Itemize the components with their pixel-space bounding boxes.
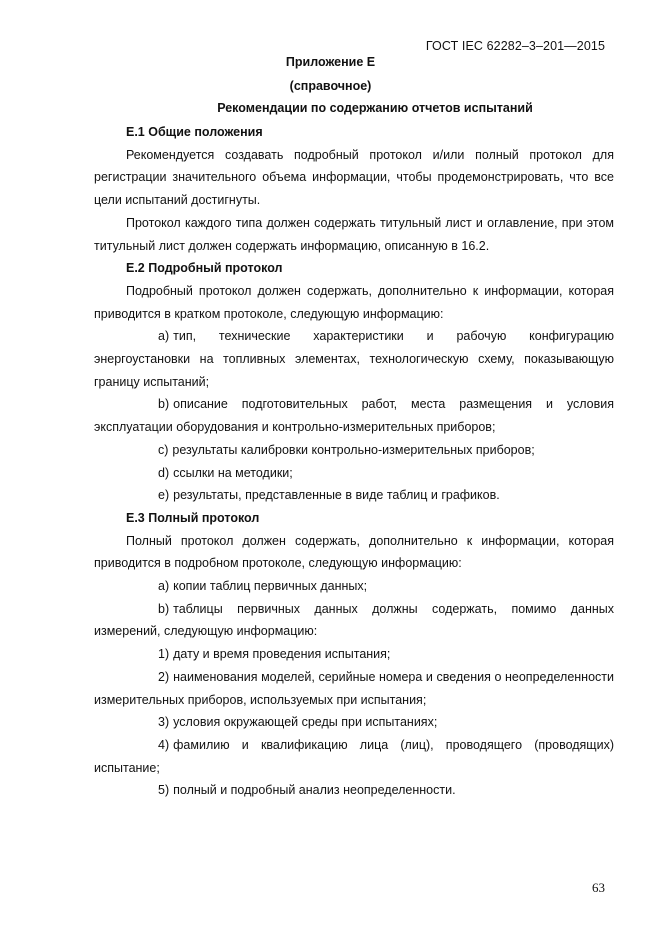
list-marker: 3) (158, 715, 170, 730)
section-e1-title: Е.1 Общие положения (126, 125, 263, 139)
numbered-item (94, 734, 614, 779)
list-marker: 4) (158, 737, 170, 752)
list-item-text: результаты калибровки контрольно-измерительных приборов; (172, 442, 535, 457)
list-item (94, 393, 614, 438)
list-marker: 1) (158, 647, 170, 662)
section-e1-paragraph: Протокол каждого типа должен содержать титульный лист и оглавление, при этом титульный лист должен содержать информацию, описанную в 16.2. (94, 215, 614, 253)
list-marker: 2) (158, 669, 170, 684)
list-marker: b) (158, 397, 170, 412)
list-item-text: таблицы первичных данных должны содержать, помимо данных измерений, следующую информацию: (94, 601, 614, 639)
list-item-text: копии таблиц первичных данных; (173, 579, 368, 594)
list-marker: a) (158, 329, 170, 344)
numbered-item (94, 643, 614, 666)
list-item-text: ссылки на методики; (173, 465, 293, 480)
list-item-text: фамилию и квалификацию лица (лиц), проводящего (проводящих) испытание; (94, 737, 614, 775)
numbered-item (94, 779, 614, 802)
list-item-text: тип, технические характеристики и рабочую конфигурацию энергоустановки на топливных элементах, технологическую схему, показывающую границу испытаний; (94, 329, 614, 389)
list-item (94, 575, 614, 598)
section-e2-title: Е.2 Подробный протокол (126, 261, 283, 276)
appendix-subtitle: (справочное) (289, 79, 372, 93)
numbered-item (94, 666, 614, 711)
list-item-text: дату и время проведения испытания; (173, 647, 391, 662)
list-marker: e) (158, 488, 170, 503)
section-e2-intro: Подробный протокол должен содержать, дополнительно к информации, которая приводится в кратком протоколе, следующую информацию: (94, 283, 614, 321)
list-item-text: результаты, представленные в виде таблиц и графиков. (173, 488, 500, 503)
list-item-text: описание подготовительных работ, места размещения и условия эксплуатации оборудования и контрольно-измерительных приборов; (94, 397, 614, 435)
document-body (94, 121, 614, 802)
list-item-text: полный и подробный анализ неопределенности. (173, 783, 456, 798)
page-number: 63 (592, 880, 605, 895)
section-e3-title: Е.3 Полный протокол (126, 510, 260, 525)
standard-code: ГОСТ IEC 62282–3–201—2015 (425, 39, 605, 53)
list-item (94, 439, 614, 462)
numbered-item (94, 711, 614, 734)
list-marker: 5) (158, 783, 170, 798)
list-item-text: условия окружающей среды при испытаниях; (173, 715, 438, 730)
appendix-title: Приложение Е (285, 55, 376, 69)
list-item-text: наименования моделей, серийные номера и сведения о неопределенности измерительных приборов, используемых при испытания; (94, 669, 614, 707)
list-item (94, 462, 614, 485)
list-marker: b) (158, 601, 170, 616)
list-marker: a) (158, 579, 170, 594)
list-marker: c) (158, 442, 169, 457)
list-item (94, 598, 614, 643)
list-item (94, 325, 614, 393)
section-e1-paragraph: Рекомендуется создавать подробный протокол и/или полный протокол для регистрации значительного объема информации, чтобы продемонстрировать, что все цели испытаний достигнуты. (94, 147, 614, 208)
list-marker: d) (158, 465, 170, 480)
list-item (94, 484, 614, 507)
section-e3-intro: Полный протокол должен содержать, дополнительно к информации, которая приводится в подробном протоколе, следующую информацию: (94, 533, 614, 571)
appendix-heading: Рекомендации по содержанию отчетов испытаний (217, 101, 533, 115)
